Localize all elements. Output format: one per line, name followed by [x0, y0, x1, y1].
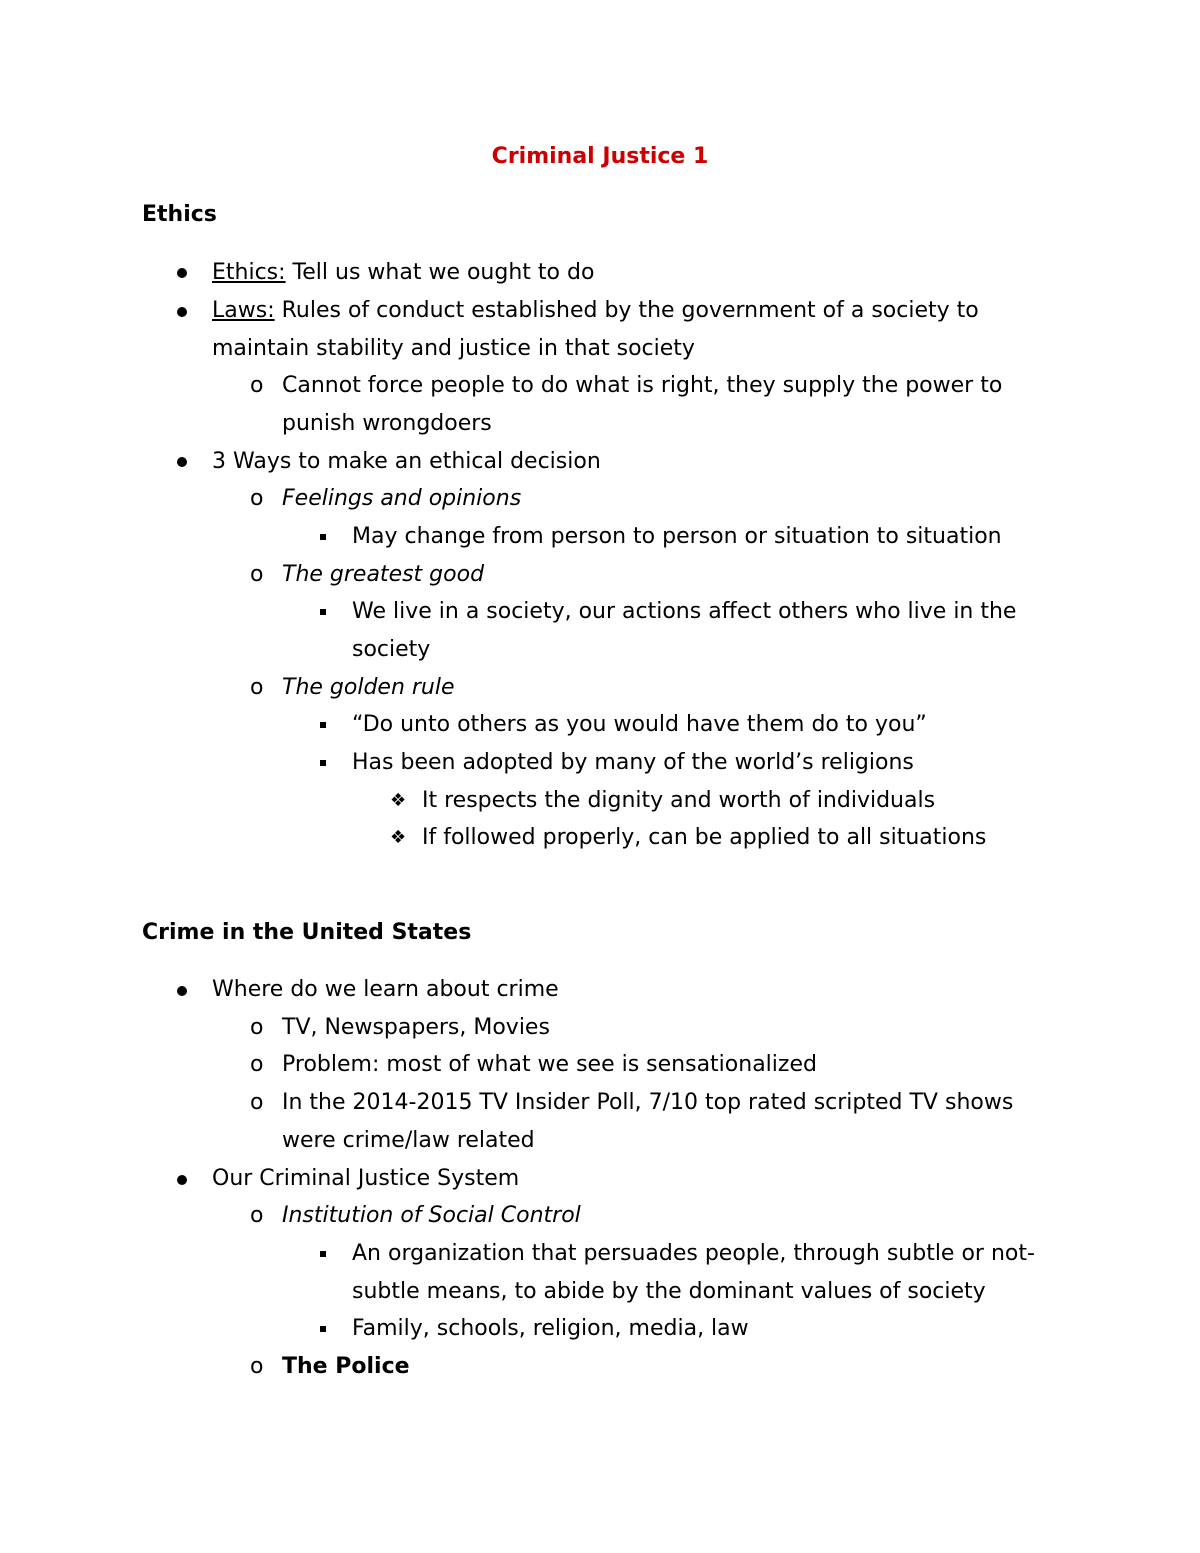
- square-bullet-icon: [320, 1251, 326, 1257]
- bullet-icon: [177, 457, 187, 467]
- list-item: The greatest good: [282, 562, 485, 587]
- list-item: Feelings and opinions: [282, 486, 522, 511]
- list-item: In the 2014-2015 TV Insider Poll, 7/10 top rated scripted TV shows: [282, 1090, 1014, 1115]
- list-item: Ethics: Tell us what we ought to do: [212, 260, 595, 285]
- bullet-icon: [177, 307, 187, 317]
- diamond-bullet-icon: ❖: [390, 827, 407, 848]
- square-bullet-icon: [320, 1326, 326, 1332]
- list-item-continuation: punish wrongdoers: [282, 411, 492, 436]
- section-heading-crime: Crime in the United States: [142, 920, 472, 945]
- circle-bullet-icon: o: [250, 562, 264, 587]
- circle-bullet-icon: o: [250, 1015, 264, 1040]
- circle-bullet-icon: o: [250, 675, 264, 700]
- list-item-continuation: subtle means, to abide by the dominant values of society: [352, 1279, 986, 1304]
- bullet-icon: [177, 268, 187, 278]
- list-item: Our Criminal Justice System: [212, 1166, 520, 1191]
- square-bullet-icon: [320, 609, 326, 615]
- list-item: May change from person to person or situation to situation: [352, 524, 1002, 549]
- list-item: “Do unto others as you would have them do to you”: [352, 712, 927, 737]
- page-title: Criminal Justice 1: [491, 144, 709, 169]
- list-item: Where do we learn about crime: [212, 977, 559, 1002]
- list-item: Cannot force people to do what is right, they supply the power to: [282, 373, 1003, 398]
- section-heading-ethics: Ethics: [142, 202, 217, 227]
- list-item: If followed properly, can be applied to all situations: [422, 825, 987, 850]
- list-item: The Police: [282, 1354, 410, 1379]
- list-item: We live in a society, our actions affect others who live in the: [352, 599, 1017, 624]
- circle-bullet-icon: o: [250, 1203, 264, 1228]
- list-item: Problem: most of what we see is sensationalized: [282, 1052, 817, 1077]
- bullet-icon: [177, 1175, 187, 1185]
- bullet-icon: [177, 986, 187, 996]
- square-bullet-icon: [320, 534, 326, 540]
- circle-bullet-icon: o: [250, 1052, 264, 1077]
- square-bullet-icon: [320, 722, 326, 728]
- list-item: An organization that persuades people, through subtle or not-: [352, 1241, 1035, 1266]
- list-item-continuation: society: [352, 637, 431, 662]
- list-item: The golden rule: [282, 675, 455, 700]
- list-item: It respects the dignity and worth of individuals: [422, 788, 936, 813]
- list-item: Family, schools, religion, media, law: [352, 1316, 749, 1341]
- list-item-continuation: maintain stability and justice in that society: [212, 336, 695, 361]
- list-item: Laws: Rules of conduct established by the government of a society to: [212, 298, 979, 323]
- list-item: TV, Newspapers, Movies: [282, 1015, 550, 1040]
- circle-bullet-icon: o: [250, 486, 264, 511]
- circle-bullet-icon: o: [250, 1090, 264, 1115]
- square-bullet-icon: [320, 760, 326, 766]
- circle-bullet-icon: o: [250, 1354, 264, 1379]
- diamond-bullet-icon: ❖: [390, 790, 407, 811]
- circle-bullet-icon: o: [250, 373, 264, 398]
- list-item: 3 Ways to make an ethical decision: [212, 449, 601, 474]
- list-item-continuation: were crime/law related: [282, 1128, 535, 1153]
- list-item: Institution of Social Control: [282, 1203, 581, 1228]
- list-item: Has been adopted by many of the world’s religions: [352, 750, 914, 775]
